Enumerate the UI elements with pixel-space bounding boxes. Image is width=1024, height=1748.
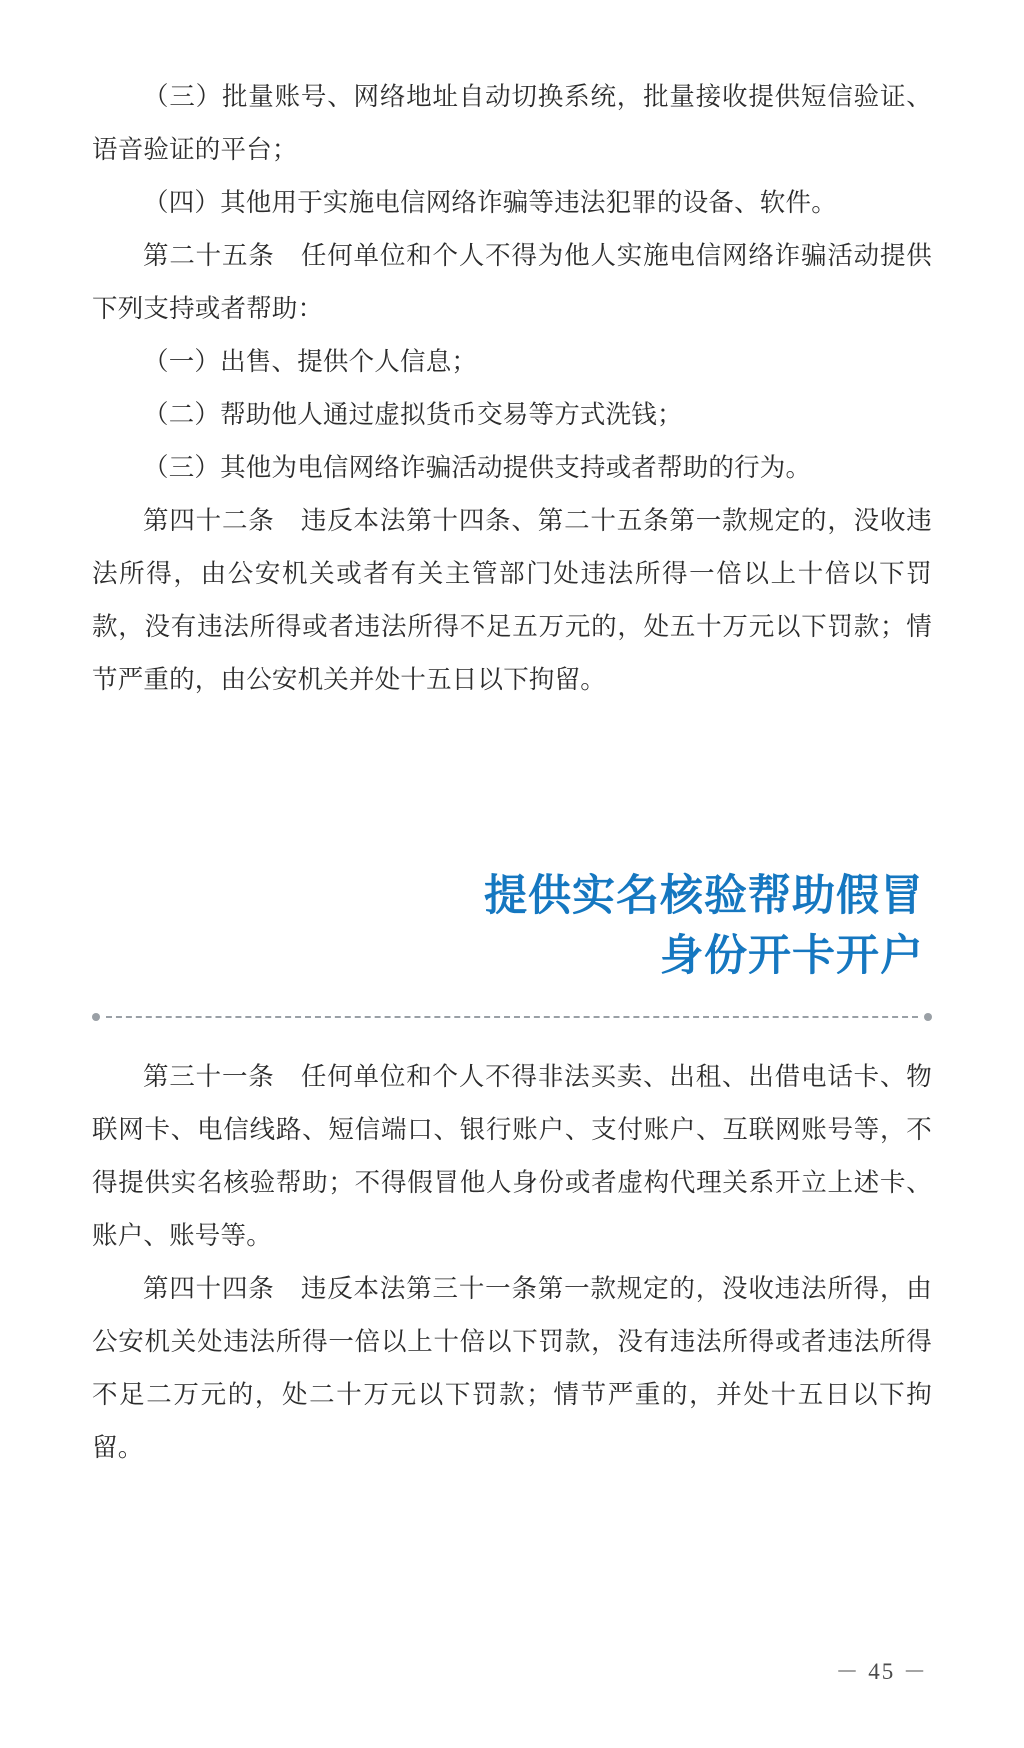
section-title-line-2: 身份开卡开户 xyxy=(660,931,924,981)
divider-dash-line xyxy=(106,1016,918,1018)
paragraph: （一）出售、提供个人信息； xyxy=(143,347,478,376)
section-title xyxy=(92,866,932,986)
paragraph: （四）其他用于实施电信网络诈骗等违法犯罪的设备、软件。 xyxy=(143,188,837,217)
paragraph: 第二十五条 任何单位和个人不得为他人实施电信网络诈骗活动提供下列支持或者帮助： xyxy=(92,241,932,323)
paragraph: 第三十一条 任何单位和个人不得非法买卖、出租、出借电话卡、物联网卡、电信线路、短信端口、银行账户、支付账户、互联网账号等，不得提供实名核验帮助；不得假冒他人身份或者虚构代理关系开立上述卡、账户、账号等。 xyxy=(92,1062,932,1250)
top-section xyxy=(92,70,932,706)
divider-dot-right xyxy=(924,1013,932,1021)
section-body xyxy=(92,1050,932,1474)
section-title-line-1: 提供实名核验帮助假冒 xyxy=(484,871,924,921)
paragraph: 第四十四条 违反本法第三十一条第一款规定的，没收违法所得，由公安机关处违法所得一倍以上十倍以下罚款，没有违法所得或者违法所得不足二万元的，处二十万元以下罚款；情节严重的，并处十五日以下拘留。 xyxy=(92,1274,932,1462)
paragraph: 第四十二条 违反本法第十四条、第二十五条第一款规定的，没收违法所得，由公安机关或者有关主管部门处违法所得一倍以上十倍以下罚款，没有违法所得或者违法所得不足五万元的，处五十万元以下罚款；情节严重的，由公安机关并处十五日以下拘留。 xyxy=(92,506,932,694)
dashed-divider xyxy=(92,1012,932,1022)
paragraph: （二）帮助他人通过虚拟货币交易等方式洗钱； xyxy=(143,400,683,429)
page-number: － 45 － xyxy=(835,1659,928,1684)
section-spacer xyxy=(92,706,932,856)
paragraph: （三）其他为电信网络诈骗活动提供支持或者帮助的行为。 xyxy=(143,453,812,482)
paragraph: （三）批量账号、网络地址自动切换系统，批量接收提供短信验证、语音验证的平台； xyxy=(92,82,932,164)
divider-dot-left xyxy=(92,1013,100,1021)
